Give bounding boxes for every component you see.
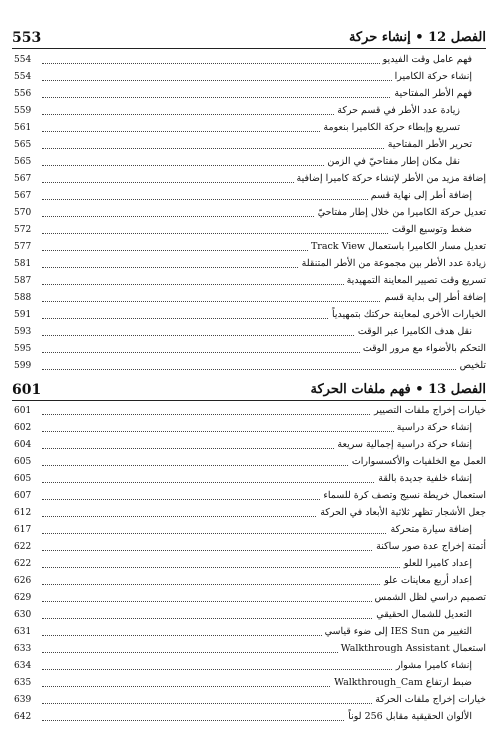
entry-title: زيادة عدد الأطر في قسم حركة [334, 103, 460, 119]
toc-entry [14, 120, 460, 136]
toc-entry [14, 675, 472, 691]
entry-page: 605 [14, 457, 32, 467]
entry-page: 565 [14, 157, 32, 167]
entry-page: 593 [14, 327, 32, 337]
toc-entry [14, 437, 472, 453]
entry-title: تسريع وإبطاء حركة الكاميرا بنعومة [320, 120, 460, 136]
toc-entry [14, 522, 472, 538]
entry-title: إنشاء كاميرا مشوار [393, 658, 472, 674]
toc-entry [14, 607, 472, 623]
entry-title: إنشاء حركة الكاميرا [392, 69, 472, 85]
entry-title: نقل مكان إطار مفتاحيّ في الزمن [324, 154, 460, 170]
entry-page: 605 [14, 474, 32, 484]
entry-page: 581 [14, 259, 32, 269]
entry-title: التعديل للشمال الحقيقي [373, 607, 472, 623]
entry-title: إعداد كاميرا للعلو [401, 556, 472, 572]
entry-page: 599 [14, 361, 32, 371]
entry-title: تحرير الأطر المفتاحية [385, 137, 472, 153]
entry-title: تصميم دراسي لظل الشمس [372, 590, 486, 606]
toc-entry [14, 69, 472, 85]
toc-entry [14, 692, 486, 708]
entry-page: 567 [14, 174, 32, 184]
toc-entry [14, 171, 486, 187]
entry-title: إضافة سيارة متحركة [387, 522, 472, 538]
entry-title: تلخيص [457, 358, 486, 374]
entry-title: جعل الأشجار تظهر ثلاثية الأبعاد في الحركة [317, 505, 486, 521]
leader-dots [42, 358, 486, 370]
entry-title: إنشاء حركة دراسية [394, 420, 472, 436]
entry-title: زيادة عدد الأطر بين مجموعة من الأطر المتنقلة [299, 256, 486, 272]
toc-entry [14, 307, 486, 323]
entry-page: 642 [14, 712, 32, 722]
entry-page: 561 [14, 123, 32, 133]
toc-entry [14, 539, 486, 555]
toc-entry [14, 556, 472, 572]
toc-entry [14, 222, 472, 238]
entry-page: 639 [14, 695, 32, 705]
entry-title: التغيير من IES Sun إلى ضوء قياسي [322, 624, 472, 640]
toc-entry [14, 137, 472, 153]
entry-page: 591 [14, 310, 32, 320]
chapter-title: الفصل 13 • فهم ملفات الحركة [310, 382, 486, 397]
entry-title: ضبط ارتفاع Walkthrough_Cam [331, 675, 472, 691]
entry-title: خيارات إخراج ملفات الحركة [372, 692, 486, 708]
entry-page: 604 [14, 440, 32, 450]
entry-page: 556 [14, 89, 32, 99]
entry-title: إعداد أربع معاينات علو [381, 573, 472, 589]
entry-title: استعمال خريطة نسيج وتصف كرة للسماء [320, 488, 486, 504]
chapter-13-heading [12, 380, 486, 401]
toc-entry [14, 488, 486, 504]
entry-page: 587 [14, 276, 32, 286]
toc-entry [14, 239, 486, 255]
entry-page: 633 [14, 644, 32, 654]
entry-page: 630 [14, 610, 32, 620]
entry-title: إضافة أطر إلى نهاية قسم [368, 188, 472, 204]
entry-title: العمل مع الخلفيات والأكسسوارات [349, 454, 486, 470]
chapter-page-number: 553 [12, 30, 42, 46]
toc-entry [14, 471, 472, 487]
entry-title: التحكم بالأضواء مع مرور الوقت [360, 341, 486, 357]
entry-page: 601 [14, 406, 32, 416]
toc-entry [14, 420, 472, 436]
entry-page: 554 [14, 55, 32, 65]
toc-entry [14, 290, 486, 306]
chapter-title: الفصل 12 • إنشاء حركة [348, 30, 486, 45]
entry-title: إضافة أطر إلى بداية قسم [381, 290, 486, 306]
chapter-page-number: 601 [12, 382, 42, 398]
entry-title: الألوان الحقيقية مقابل 256 لوناً [345, 709, 472, 725]
entry-page: 602 [14, 423, 32, 433]
entry-page: 634 [14, 661, 32, 671]
entry-page: 629 [14, 593, 32, 603]
toc-entry [14, 205, 486, 221]
chapter-12-heading [12, 28, 486, 49]
entry-page: 572 [14, 225, 32, 235]
toc-entry [14, 103, 460, 119]
entry-page: 570 [14, 208, 32, 218]
entry-page: 554 [14, 72, 32, 82]
toc-entry [14, 658, 472, 674]
toc-entry [14, 403, 486, 419]
entry-page: 622 [14, 559, 32, 569]
entry-page: 588 [14, 293, 32, 303]
entry-title: إضافة مزيد من الأطر لإنشاء حركة كاميرا إضافية [294, 171, 487, 187]
entry-page: 595 [14, 344, 32, 354]
entry-title: أتمتة إخراج عدة صور ساكنة [373, 539, 486, 555]
entry-title: فهم الأطر المفتاحية [391, 86, 472, 102]
entry-page: 617 [14, 525, 32, 535]
toc-entry [14, 52, 472, 68]
entry-title: تسريع وقت تصيير المعاينة التمهيدية [344, 273, 486, 289]
toc-entry [14, 358, 486, 374]
entry-title: استعمال Walkthrough Assistant [338, 641, 486, 657]
entry-title: تعديل حركة الكاميرا من خلال إطار مفتاحيّ [315, 205, 486, 221]
entry-page: 565 [14, 140, 32, 150]
entry-page: 612 [14, 508, 32, 518]
toc-entry [14, 454, 486, 470]
toc-entry [14, 624, 472, 640]
entry-page: 631 [14, 627, 32, 637]
entry-page: 622 [14, 542, 32, 552]
entry-title: إنشاء خلفية جديدة بالقة [375, 471, 472, 487]
toc-entry [14, 324, 472, 340]
toc-entry [14, 573, 472, 589]
entry-title: تعديل مسار الكاميرا باستعمال Track View [308, 239, 486, 255]
entry-title: نقل هدف الكاميرا عبر الوقت [355, 324, 472, 340]
entry-title: فهم عامل وقت الفيديو [380, 52, 472, 68]
entry-page: 559 [14, 106, 32, 116]
toc-entry [14, 273, 486, 289]
toc-entry [14, 505, 486, 521]
toc-entry [14, 709, 472, 725]
entry-page: 626 [14, 576, 32, 586]
entry-title: ضغط وتوسيع الوقت [389, 222, 472, 238]
entry-title: الخيارات الأخرى لمعاينة حركتك بتمهيدياً [329, 307, 486, 323]
entry-page: 607 [14, 491, 32, 501]
toc-entry [14, 86, 472, 102]
toc-entry [14, 641, 486, 657]
toc-entry [14, 590, 486, 606]
entry-title: خيارات إخراج ملفات التصيير [371, 403, 486, 419]
entry-page: 635 [14, 678, 32, 688]
entry-page: 577 [14, 242, 32, 252]
entry-title: إنشاء حركة دراسية إجمالية سريعة [334, 437, 472, 453]
toc-entry [14, 188, 472, 204]
toc-entry [14, 154, 460, 170]
toc-entry [14, 256, 486, 272]
toc-entry [14, 341, 486, 357]
entry-page: 567 [14, 191, 32, 201]
